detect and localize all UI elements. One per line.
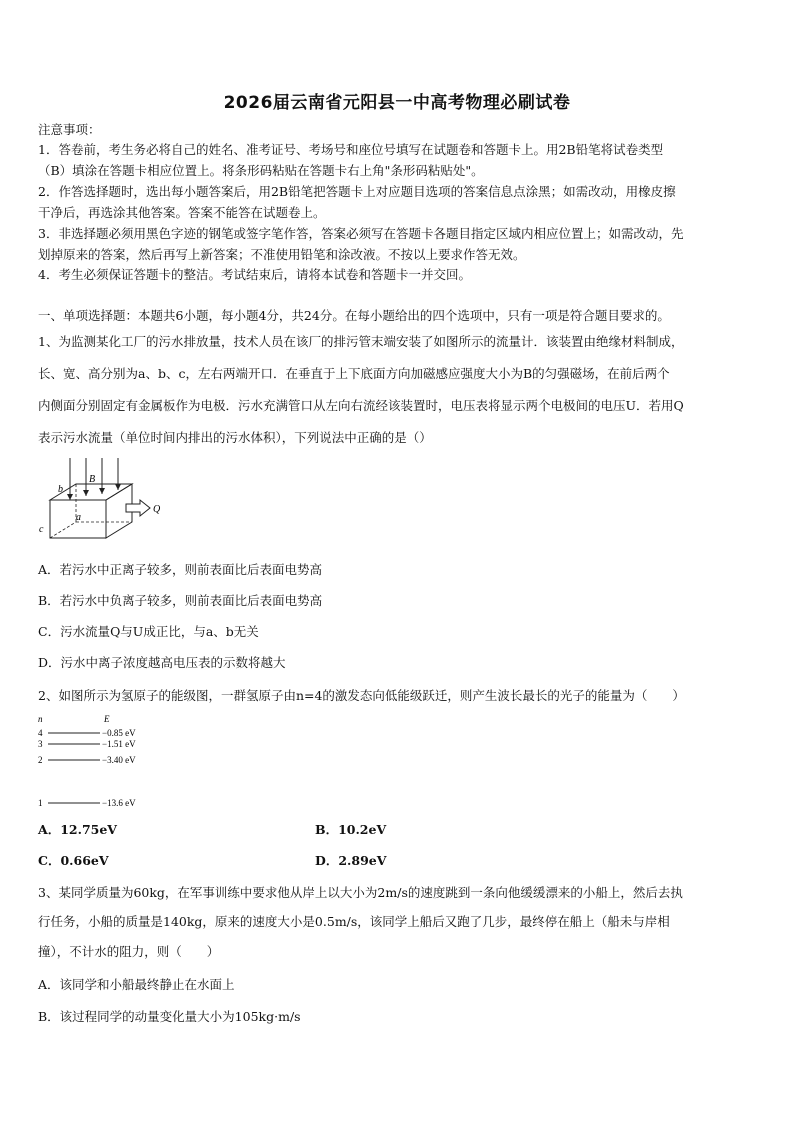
q2-option-b: B．10.2eV [315,822,387,837]
flowmeter-figure [36,456,166,548]
level-energy-4: −0.85 eV [102,728,136,738]
level-energy-1: −13.6 eV [102,798,136,808]
q1-option-d: D．污水中离子浓度越高电压表的示数将越大 [38,655,286,670]
q2-option-a: A．12.75eV [38,822,117,837]
page-title: 2026届云南省元阳县一中高考物理必刷试卷 [223,93,571,113]
notice-line: 3．非选择题必须用黑色字迹的钢笔或签字笔作答，答案必须写在答题卡各题目指定区域内相应位置上；如需改动，先 [38,226,684,241]
level-energy-2: −3.40 eV [102,755,136,765]
q3-stem-line: 行任务，小船的质量是140kg，原来的速度大小是0.5m/s，该同学上船后又跑了几步，最终停在船上（船未与岸相 [38,914,670,929]
level-n-2: 2 [38,755,43,765]
q1-option-b: B．若污水中负离子较多，则前表面比后表面电势高 [38,593,323,608]
q3-stem-line: 撞），不计水的阻力，则（ ） [38,944,220,959]
q1-stem-line: 表示污水流量（单位时间内排出的污水体积），下列说法中正确的是（） [38,430,432,445]
q2-option-c: C．0.66eV [38,853,109,868]
n-axis-label: n [38,714,43,724]
label-a: a [76,512,81,523]
label-Q: Q [153,504,161,515]
level-n-3: 3 [38,739,43,749]
notice-line: 1．答卷前，考生务必将自己的姓名、准考证号、考场号和座位号填写在试题卷和答题卡上。用2B铅笔将试卷类型 [38,142,664,157]
q3-stem-line: 3、某同学质量为60kg，在军事训练中要求他从岸上以大小为2m/s的速度跳到一条向他缓缓漂来的小船上，然后去执 [38,885,683,900]
notice-line: （B）填涂在答题卡相应位置上。将条形码粘贴在答题卡右上角"条形码粘贴处"。 [38,163,484,178]
label-c: c [39,524,44,535]
notice-line: 2．作答选择题时，选出每小题答案后，用2B铅笔把答题卡上对应题目选项的答案信息点涂黑；如需改动，用橡皮擦 [38,184,676,199]
notice-heading: 注意事项： [38,122,101,137]
label-b: b [58,484,63,495]
e-axis-label: E [104,714,110,724]
q2-stem: 2、如图所示为氢原子的能级图，一群氢原子由n=4的激发态向低能级跃迁，则产生波长最长的光子的能量为（ ） [38,688,685,703]
level-energy-3: −1.51 eV [102,739,136,749]
level-n-1: 1 [38,798,43,808]
q1-option-a: A．若污水中正离子较多，则前表面比后表面电势高 [38,562,323,577]
notice-line: 4．考生必须保证答题卡的整洁。考试结束后，请将本试卷和答题卡一并交回。 [38,267,471,282]
q1-option-c: C．污水流量Q与U成正比，与a、b无关 [38,624,259,639]
section-heading: 一、单项选择题：本题共6小题，每小题4分，共24分。在每小题给出的四个选项中，只有一项是符合题目要求的。 [38,308,670,323]
q1-stem-line: 长、宽、高分别为a、b、c，左右两端开口．在垂直于上下底面方向加磁感应强度大小为B的匀强磁场，在前后两个 [38,366,670,381]
energy-level-diagram [36,710,196,814]
q2-option-d: D．2.89eV [315,853,387,868]
q3-option-a: A．该同学和小船最终静止在水面上 [38,977,235,992]
q3-option-b: B．该过程同学的动量变化量大小为105kg·m/s [38,1009,301,1024]
q1-stem-line: 内侧面分别固定有金属板作为电极．污水充满管口从左向右流经该装置时，电压表将显示两个电极间的电压U．若用Q [38,398,684,413]
q1-stem-line: 1、为监测某化工厂的污水排放量，技术人员在该厂的排污管末端安装了如图所示的流量计．该装置由绝缘材料制成， [38,334,684,349]
notice-line: 干净后，再选涂其他答案。答案不能答在试题卷上。 [38,205,326,220]
level-n-4: 4 [38,728,43,738]
label-B: B [89,474,96,485]
notice-line: 划掉原来的答案，然后再写上新答案；不准使用铅笔和涂改液。不按以上要求作答无效。 [38,247,526,262]
